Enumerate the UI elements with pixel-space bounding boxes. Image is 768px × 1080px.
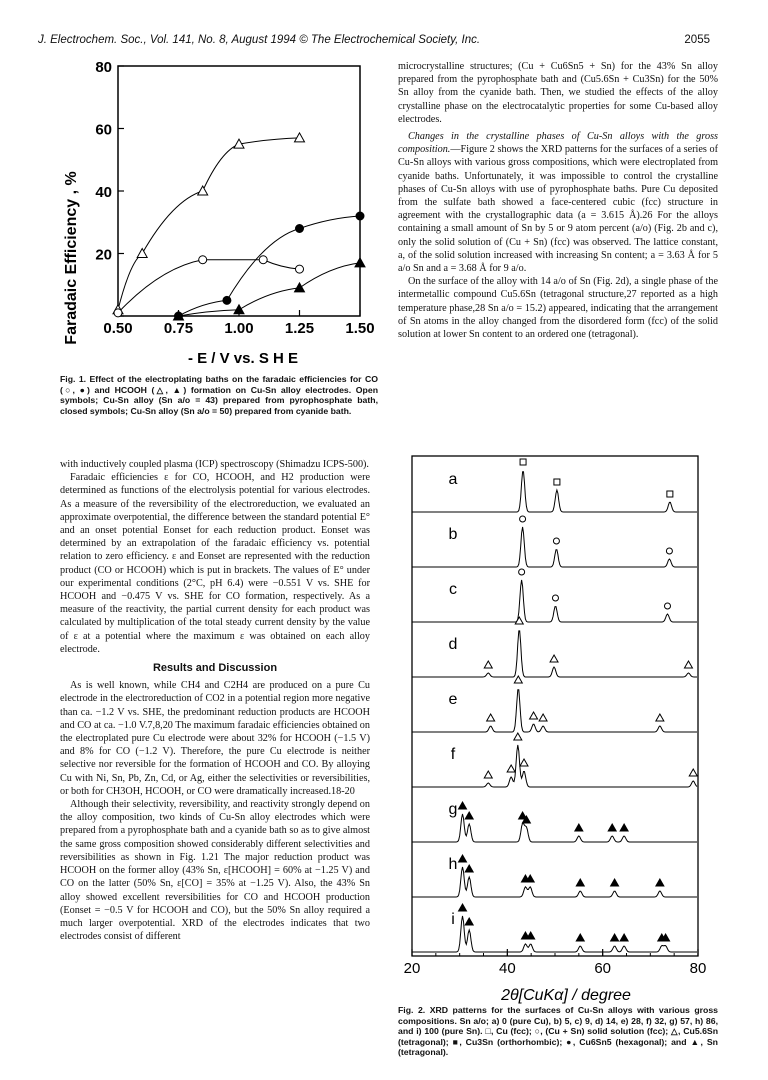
fig2-pattern-label: f (450, 746, 456, 763)
fig2-marker (539, 714, 547, 721)
fig2-pattern-label: g (448, 801, 458, 818)
fig2-marker (484, 771, 492, 778)
fig2-marker (620, 824, 628, 831)
fig2-xtick-label: 60 (594, 960, 612, 977)
fig2-marker (608, 824, 616, 831)
fig1-xtick-label: 1.25 (284, 320, 315, 337)
fig2-marker (530, 712, 538, 719)
fig1-xtick-label: 1.50 (345, 320, 375, 337)
fig2-marker (519, 569, 525, 575)
fig1-point (296, 265, 304, 273)
fig1-xtick-label: 0.75 (163, 320, 194, 337)
fig2-xtick-label: 40 (498, 960, 516, 977)
fig1-point (198, 186, 208, 195)
figure-1 (60, 58, 380, 370)
fig2-pattern-label: e (448, 691, 458, 708)
fig2-marker (656, 879, 664, 886)
fig2-marker (520, 516, 526, 522)
fig1-xtick-label: 0.50 (103, 320, 133, 337)
fig1-point (114, 309, 122, 317)
fig2-marker (514, 733, 522, 740)
fig2-marker (459, 904, 467, 911)
fig2-pattern-label: b (448, 526, 458, 543)
fig2-xlabel: 2θ[CuKα] / degree (501, 987, 631, 1004)
page-number: 2055 (684, 34, 710, 46)
fig1-ytick-label: 20 (95, 246, 112, 264)
fig1-xtick-label: 1.00 (224, 320, 254, 337)
fig2-marker (459, 855, 467, 862)
left-paragraph-1: with inductively coupled plasma (ICP) spectroscopy (Shimadzu ICPS-500). (60, 459, 369, 470)
fig2-marker (484, 661, 492, 668)
fig2-marker (684, 661, 692, 668)
subsection-title: Changes in the crystalline phases of Cu-Sn alloys with the gross composition. (398, 131, 718, 156)
left-paragraph-2: Faradaic efficiencies ε for CO, HCOOH, and H2 production were determined as functions of the electrolysis potential for various electrodes. As a measure of the reversibility of the electroreduction, we evaluated an approximate overpotential, the difference between the standard potential E° and an onset potential Eonset for each reduction product. Eonset was determined by an extrapolation of the faradaic efficiency vs. potential relation to zero efficiency. ε and Eonset are represented with the reduction product (CO or HCOOH) which is put in brackets. The values of E° under our experimental conditions (2°C, pH 6.4) were −0.551 V vs. SHE for HCOOH and −0.475 V vs. SHE for CO formation, respectively. As a measure of the reactivity, the partial current density for each product was calculated by multiplication of the total steady current density by the value of ε at a potential where the maximum ε was obtained on each alloy electrode. (60, 472, 370, 655)
fig2-pattern-label: c (448, 581, 457, 598)
fig1-point (295, 283, 305, 292)
right-paragraph-3: On the surface of the alloy with 14 a/o of Sn (Fig. 2d), a single phase of the intermetallic compound Cu5.6Sn (tetragonal structure,27 reported as a high temperature phase,28 Sn a/o = 15.2) appeared, indicating that the arrangement of Sn atoms in the alloy changed from the disordered form (fcc) of the solid solution at lower Sn content to an ordered one (tetragonal). (398, 276, 718, 341)
fig2-pattern-g (412, 814, 697, 842)
figure-1-chart (60, 58, 380, 370)
fig2-marker (576, 879, 584, 886)
fig2-xtick-label: 80 (689, 960, 707, 977)
fig2-marker (552, 595, 558, 601)
fig2-xtick-label: 20 (403, 960, 421, 977)
fig1-point (296, 225, 304, 233)
fig1-series-line (179, 216, 361, 316)
figure-1-caption: Fig. 1. Effect of the electroplating baths on the faradaic efficiencies for CO (○, ●) and HCOOH (△, ▲) formation on Cu-Sn alloy electrodes. Open symbols; Cu-Sn alloy (Sn a/o = 43) prepared from pyrophosphate bath, closed symbols; Cu-Sn alloy (Sn a/o = 50) prepared from cyanide bath. (60, 374, 378, 416)
fig1-point (223, 296, 231, 304)
fig2-marker (664, 603, 670, 609)
fig2-marker (465, 865, 473, 872)
left-column (60, 458, 370, 943)
fig2-marker (459, 802, 467, 809)
figure-2-caption: Fig. 2. XRD patterns for the surfaces of Cu-Sn alloys with various gross compositions. Sn a/o; a) 0 (pure Cu), b) 5, c) 9, d) 14, e) 28, f) 32, g) 57, h) 86, and i) 100 (pure Sn). □, Cu (fcc); ○, (Cu + Sn) solid solution (fcc); △, Cu5.6Sn (tetragonal); ■, Cu3Sn (orthorhombic); ●, Cu6Sn5 (hexagonal); and ▲, Sn (tetragonal). (398, 1005, 718, 1058)
fig2-marker (487, 714, 495, 721)
fig2-marker (520, 459, 526, 465)
fig2-marker (575, 824, 583, 831)
fig1-series-line (179, 263, 361, 316)
fig1-frame (118, 66, 360, 316)
fig2-marker (465, 918, 473, 925)
journal-citation: J. Electrochem. Soc., Vol. 141, No. 8, August 1994 © The Electrochemical Society, Inc. (38, 34, 481, 46)
section-heading: Results and Discussion (152, 662, 278, 675)
figure-2 (398, 452, 718, 1004)
fig1-ytick-label: 80 (95, 59, 112, 76)
fig2-marker (550, 655, 558, 662)
running-header (38, 34, 710, 46)
right-paragraph-2 (398, 130, 718, 275)
fig1-series-line (118, 260, 300, 313)
fig1-point (234, 305, 244, 314)
fig2-marker (576, 934, 584, 941)
left-paragraph-3: As is well known, while CH4 and C2H4 are produced on a pure Cu electrode in the electroreduction of CO2 in a potential region more negative than ca. −1.2 V vs. SHE, the predominant reduction products are HCOOH and CO at ca. −1.0 V.7,8,20 The maximum faradaic efficiencies obtained on the electroplated pure Cu electrode were about 32% for HCOOH (−1.5 V) and 8% for CO (−1.2 V). Therefore, the pure Cu electrode is neither selective nor reversible for the formation of HCOOH and CO. By alloying Cu with Ni, Sn, Pb, Zn, Cd, or Ag, either the selectivities or reversibilities, or both for CH3OH, HCOOH, or CO were dramatically increased.18-20 (60, 680, 370, 797)
fig1-point (295, 133, 305, 142)
fig1-ytick-label: 60 (95, 121, 112, 139)
fig2-marker (515, 617, 523, 624)
fig2-marker (689, 769, 697, 776)
fig2-marker (520, 759, 528, 766)
fig2-pattern-label: a (448, 471, 458, 488)
right-paragraph-2-body: —Figure 2 shows the XRD patterns for the surfaces of a series of Cu-Sn alloys with various gross compositions, which were electroplated from cyanide baths. Unfortunately, it was impossible to control the crystalline phases of Cu-Sn alloys with use of pyrophosphate baths. Pure Cu deposited from the sulfate bath showed a face-centered cubic (fcc) structure in agreement with the crystallographic data (a = 3.615 Å).26 For the alloys containing a small amount of Sn by 5 or 9 atom percent (a/o) (Fig. 2b and c), only the solid solution of (Cu + Sn) (fcc) was observed. The lattice constant, a, of the solid solution increased with increasing Sn content; a = 3.63 Å for 5 a/o Sn and a = 3.68 Å for 9 a/o. (398, 144, 718, 275)
fig1-series-line (118, 138, 300, 310)
fig2-marker (611, 879, 619, 886)
fig1-ylabel: Faradaic Efficiency , % (63, 171, 80, 345)
fig2-marker (667, 491, 673, 497)
fig1-ytick-label: 40 (95, 184, 112, 201)
fig2-marker (553, 538, 559, 544)
fig2-marker (465, 812, 473, 819)
fig1-xlabel: - E / V vs. S H E (187, 350, 299, 367)
fig2-pattern-label: h (448, 856, 458, 873)
left-paragraph-4: Although their selectivity, reversibility, and reactivity strongly depend on the alloy composition, two kinds of Cu-Sn alloy electrodes which were prepared from a pyrophosphate bath and a cyanide bath so as to give almost the same gross composition showed considerably different selectivities and reversibilities as shown in Fig. 1.21 The major reduction product was HCOOH on the former alloy (43% Sn, ε[HCOOH] = 60% at −1.25 V) and CO on the latter (50% Sn, ε[CO] = 35% at −1.25 V). Also, the 43% Sn alloy showed excellent reversibilities for CO and HCOOH production (Eonset = −0.5 V for HCOOH and CO), but the 50% Sn alloy required a much larger overpotential. XRD of the electrodes indicates that two electrodes consist of different (60, 799, 370, 943)
fig1-point (259, 256, 267, 264)
fig2-pattern-label: i (451, 911, 455, 928)
fig2-marker (507, 765, 515, 772)
fig2-pattern-label: d (448, 636, 458, 653)
fig1-point (355, 258, 365, 267)
fig2-marker (514, 676, 522, 683)
fig1-point (356, 212, 364, 220)
fig2-marker (656, 714, 664, 721)
fig2-marker (611, 934, 619, 941)
fig2-marker (554, 479, 560, 485)
figure-2-chart (398, 452, 718, 1004)
fig2-marker (620, 934, 628, 941)
right-paragraph-1: microcrystalline structures; (Cu + Cu6Sn5 + Sn) for the 43% Sn alloy prepared from the pyrophosphate bath and (Cu5.6Sn + Cu3Sn) for the 50% Sn alloy from the cyanide bath. Then, we studied the effects of the alloy crystalline phase on the electrocatalytic properties for some Cu-based alloy electrodes. (398, 61, 718, 125)
fig1-point (199, 256, 207, 264)
right-column (398, 60, 718, 341)
fig1-point (137, 249, 147, 258)
fig2-marker (666, 548, 672, 554)
